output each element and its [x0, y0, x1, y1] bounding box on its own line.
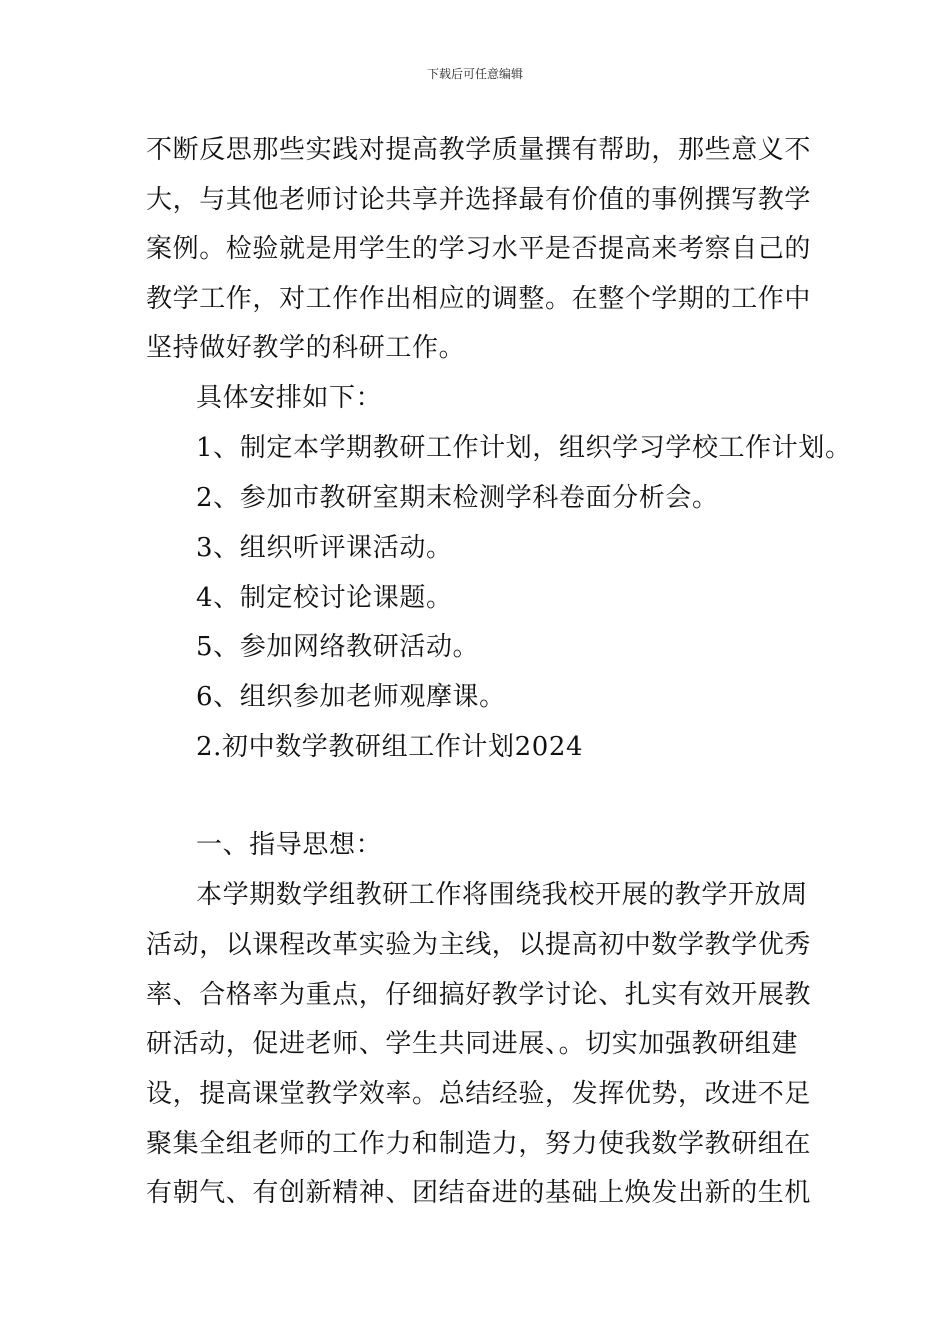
section-intro: 具体安排如下： [196, 383, 383, 413]
list-item: 6、组织参加老师观摩课。 [196, 682, 506, 712]
paragraph-line: 不断反思那些实践对提高教学质量撰有帮助，那些意义不 [146, 135, 812, 165]
paragraph-line: 活动，以课程改革实验为主线，以提高初中数学教学优秀 [146, 930, 812, 960]
paragraph-line: 案例。检验就是用学生的学习水平是否提高来考察自己的 [146, 234, 812, 264]
paragraph-line: 设，提高课堂教学效率。总结经验，发挥优势，改进不足 [146, 1079, 812, 1109]
list-item: 2、参加市教研室期末检测学科卷面分析会。 [196, 483, 719, 513]
list-item: 5、参加网络教研活动。 [196, 632, 480, 662]
paragraph-line: 教学工作，对工作作出相应的调整。在整个学期的工作中 [146, 284, 812, 314]
section-heading: 一、指导思想： [196, 830, 383, 860]
paragraph-line: 本学期数学组教研工作将围绕我校开展的教学开放周 [196, 880, 808, 910]
paragraph-line: 聚集全组老师的工作力和制造力，努力使我数学教研组在 [146, 1129, 812, 1159]
paragraph-line: 率、合格率为重点，仔细搞好教学讨论、扎实有效开展教 [146, 980, 812, 1010]
page-header-note: 下载后可任意编辑 [426, 67, 523, 81]
paragraph-line: 大，与其他老师讨论共享并选择最有价值的事例撰写教学 [146, 185, 812, 215]
paragraph-line: 坚持做好教学的科研工作。 [146, 333, 466, 363]
paragraph-line: 研活动，促进老师、学生共同进展、。切实加强教研组建 [146, 1029, 799, 1059]
list-item: 1、制定本学期教研工作计划，组织学习学校工作计划。 [196, 433, 852, 463]
list-item: 4、制定校讨论课题。 [196, 583, 453, 613]
section-title: 2.初中数学教研组工作计划2024 [196, 732, 584, 762]
list-item: 3、组织听评课活动。 [196, 533, 453, 563]
paragraph-line: 有朝气、有创新精神、团结奋进的基础上焕发出新的生机 [146, 1178, 812, 1208]
